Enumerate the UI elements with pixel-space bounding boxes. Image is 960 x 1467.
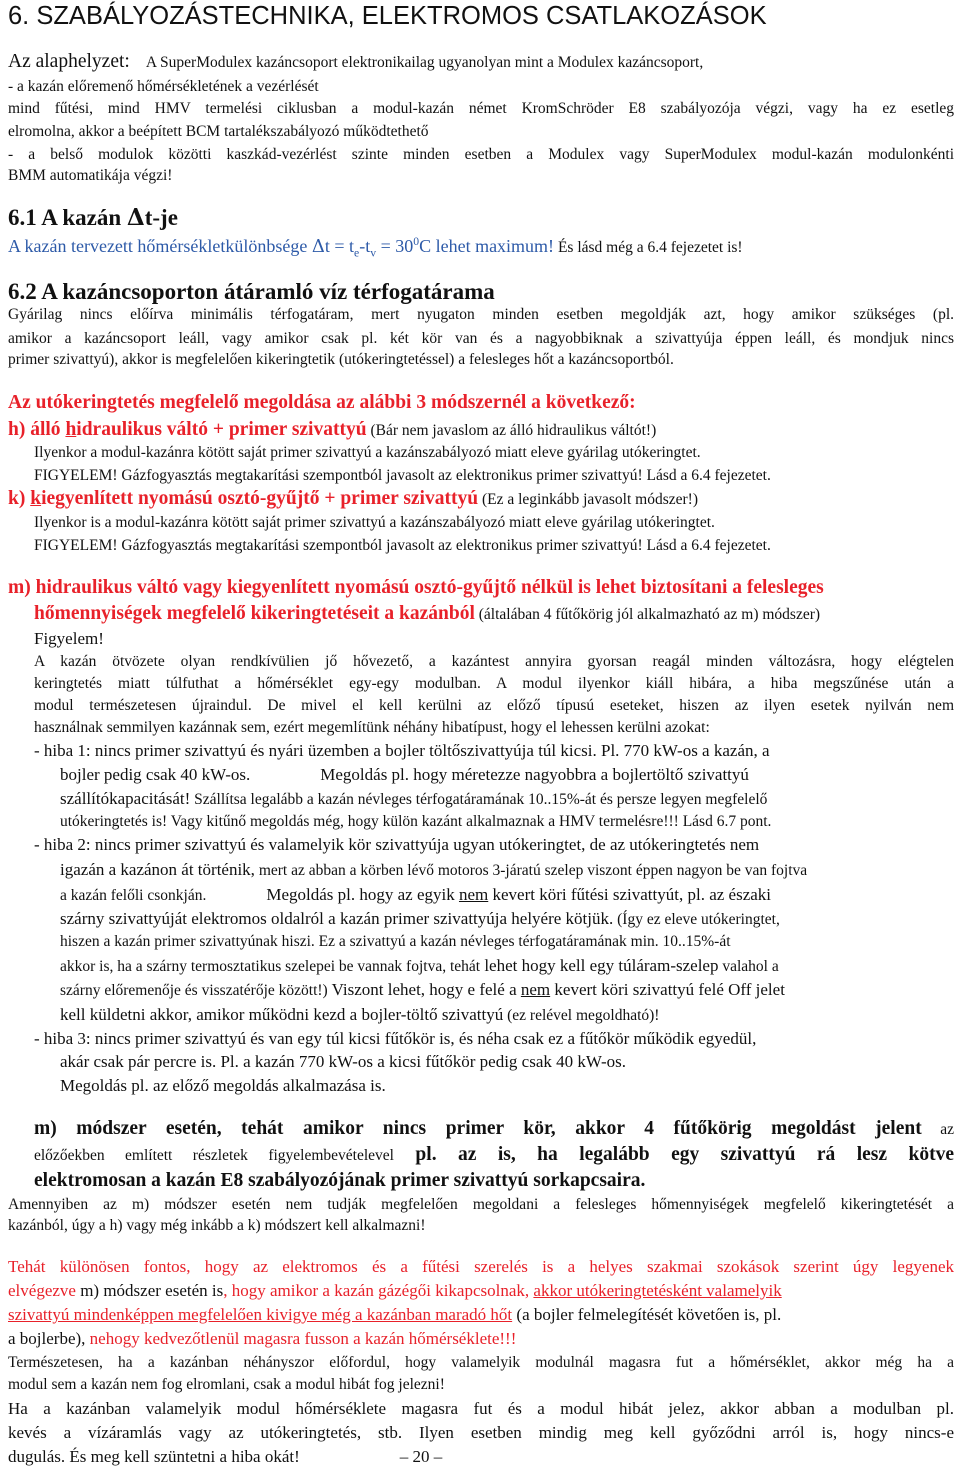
m-summary-line-3: elektromosan a kazán E8 szabályozójának primer szivattyú sorkapcsaira.	[34, 1170, 646, 1191]
hiba3-line-1: - hiba 3: nincs primer szivattyú és van egy túl kicsi fűtőkör is, és néha csak ez a fűtőkör működik egyedül,	[34, 1029, 757, 1048]
hiba1-line-3: szállítókapacitását! Szállítsa legalább a kazán névleges térfogatáramának 10..15%-át és persze legyen megfelelő	[60, 789, 768, 808]
method-k-line-2: FIGYELEM! Gázfogyasztás megtakarítási szempontból javasolt az elektronikus primer szivattyú! Lásd a 6.4 fejezetet.	[34, 537, 771, 554]
hiba2-line-7: szárny előremenője és visszatérője között!) Viszont lehet, hogy e felé a nem kevert köri szivattyú felé Off jelet	[60, 980, 785, 999]
m-body-line-2: keringtetés miatt túlfuthat a hőmérséklet egy-egy modulban. A modul ilyenkor kiáll hibára, a hiba megszűnése után a	[34, 675, 954, 692]
hiba2-line-1: - hiba 2: nincs primer szivattyú és valamelyik kör szivattyúja ugyan utókeringtet, de az utókeringtetés nem	[34, 835, 760, 854]
hiba2-line-3: a kazán felőli csonkján. Megoldás pl. hogy az egyik nem kevert köri fűtési szivattyút, pl. az északi	[60, 885, 772, 904]
method-h-line-1: Ilyenkor a modul-kazánra kötött saját primer szivattyú a kazánszabályozó miatt eleve gyárilag utókeringtet.	[34, 444, 701, 461]
final-line-1: Tehát különösen fontos, hogy az elektromos és a fűtési szerelés is a helyes szakmai szokások szerint úgy legyenek	[8, 1257, 954, 1276]
m-summary-line-1: m) módszer esetén, tehát amikor nincs primer kör, akkor 4 fűtőkörig megoldást jelent az	[34, 1118, 954, 1139]
section-6-1-heading: 6.1 A kazán Δt-je	[8, 204, 178, 231]
m-summary-line-2: előzőekben említett részletek figyelembevételevel pl. az is, ha legalább egy szivattyú rá lesz kötve	[34, 1144, 954, 1165]
method-h-title: h) álló hidraulikus váltó + primer szivattyú (Bár nem javaslom az álló hidraulikus váltót!)	[8, 419, 657, 440]
final-line-5: Természetesen, ha a kazánban néhányszor előfordul, hogy valamelyik modulnál magasra fut a hőmérséklet, akkor még ha a	[8, 1354, 954, 1371]
m-summary-line-5: kazánból, úgy a h) vagy még inkább a k) módszert kell alkalmazni!	[8, 1217, 426, 1234]
chapter-heading: 6. SZABÁLYOZÁSTECHNIKA, ELEKTROMOS CSATLAKOZÁSOK	[8, 2, 767, 30]
hiba3-line-2: akár csak pár percre is. Pl. a kazán 770 kW-os a kicsi fűtőkör pedig csak 40 kW-os.	[60, 1052, 627, 1071]
intro-line-5: - a belső modulok közötti kaszkád-vezérlést szinte minden esetben a Modulex vagy SuperModulex modul-kazán modulonkénti	[8, 146, 954, 163]
final-line-6: modul sem a kazán nem fog elromlani, csak a modul hibát fog jelezni!	[8, 1376, 445, 1393]
intro-line-3: mind fűtési, mind HMV termelési ciklusban a modul-kazán német KromSchröder E8 szabályozója végzi, vagy ha ez esetleg	[8, 100, 954, 117]
final-line-4: a bojlerbe), nehogy kedvezőtlenül magasra fusson a kazán hőmérséklete!!!	[8, 1329, 517, 1348]
m-body-line-4: használnak semmilyen kazánnak sem, ezért megemlítünk néhány hibatípust, hogy el lehessen kerülni azokat:	[34, 719, 710, 736]
hiba1-line-1: - hiba 1: nincs primer szivattyú és nyári üzemben a bojler töltőszivattyúja túl kicsi. Pl. 770 kW-os a kazán, a	[34, 741, 770, 760]
intro-line-6: BMM automatikája végzi!	[8, 167, 173, 184]
hiba2-line-8: kell küldetni akkor, amikor működni kezd a bojler-töltő szivattyú (ez relével megoldható)!	[60, 1005, 660, 1024]
m-summary-line-4: Amennyiben az m) módszer esetén nem tudják megfelelően megoldani a felesleges hőmennyiségek megfelelő kikeringtetését a	[8, 1196, 954, 1213]
section-6-2-heading: 6.2 A kazáncsoporton átáramló víz térfogatárama	[8, 279, 495, 304]
method-m-figyelem: Figyelem!	[34, 629, 104, 648]
method-k-title: k) kiegyenlített nyomású osztó-gyűjtő + primer szivattyú (Ez a leginkább javasolt módszer!)	[8, 488, 698, 509]
methods-intro: Az utókeringtetés megfelelő megoldása az alábbi 3 módszernél a következő:	[8, 392, 636, 413]
hiba2-line-2: igazán a kazánon át történik, mert az abban a körben lévő motoros 3-járatú szelep viszont éppen nagyon be van fojtva	[60, 860, 808, 879]
method-m-line-2: hőmennyiségek megfelelő kikeringtetéseit a kazánból (általában 4 fűtőkörig jól alkalmazható az m) módszer)	[34, 603, 821, 624]
method-m-line-1: m) hidraulikus váltó vagy kiegyenlített nyomású osztó-gyűjtő nélkül is lehet biztosítani a felesleges	[8, 577, 824, 598]
final-line-8: kevés a vízáramlás vagy az utókeringtetés, stb. Ilyen esetben mindig meg kell győződni arról is, hogy nincs-e	[8, 1423, 954, 1442]
m-body-line-3: modul természetesen újraindul. De mivel el kell kerülni az előző típusú eseteket, hiszen az ilyen esetek nyilván nem	[34, 697, 954, 714]
page-number: – 20 –	[399, 1447, 443, 1466]
hiba2-line-6: akkor is, ha a szárny termosztatikus szelepei be vannak fojtva, tehát lehet hogy kell egy túláram-szelep valahol a	[60, 956, 779, 975]
intro-line-2: - a kazán előremenő hőmérsékletének a vezérlését	[8, 78, 319, 95]
method-k-line-1: Ilyenkor is a modul-kazánra kötött saját primer szivattyú a kazánszabályozó miatt eleve gyárilag utókeringtet.	[34, 514, 715, 531]
hiba3-line-3: Megoldás pl. az előző megoldás alkalmazása is.	[60, 1076, 386, 1095]
hiba1-line-4: utókeringtetés is! Vagy kitűnő megoldás még, hogy külön kazánt alkalmaznak a HMV termelésre!!! Lásd 6.7 pont.	[60, 813, 772, 830]
hiba2-line-4: szárny szivattyúját elektromos oldalról a kazán primer szivattyúja helyére kötjük. (Így ez eleve utókeringtet,	[60, 909, 780, 928]
final-line-2: elvégezve m) módszer esetén is, hogy amikor a kazán gázégői kikapcsolnak, akkor utókeringtetésként valamelyik	[8, 1281, 782, 1300]
final-line-9: dugulás. És meg kell szüntetni a hiba okát! – 20 –	[8, 1447, 443, 1466]
final-line-7: Ha a kazánban valamelyik modul hőmérséklete magasra fut és a modul hibát jelez, akkor abban a modulban pl.	[8, 1399, 954, 1418]
final-line-3: szivattyú mindenképpen megfelelően kivigye még a kazánban maradó hőt (a bojler felmelegítését követően is, pl.	[8, 1305, 782, 1324]
method-h-line-2: FIGYELEM! Gázfogyasztás megtakarítási szempontból javasolt az elektronikus primer szivattyú! Lásd a 6.4 fejezetet.	[34, 467, 771, 484]
s62-line-2: amikor a kazáncsoport leáll, vagy amikor csak pl. két kör van és a nagyobbiknak a szivattyúja éppen leáll, és mondjuk nincs	[8, 330, 954, 347]
intro-label: Az alaphelyzet:	[8, 51, 130, 72]
intro-line-4: elromolna, akkor a beépített BCM tartalékszabályozó működtethető	[8, 123, 429, 140]
hiba1-line-2: bojler pedig csak 40 kW-os. Megoldás pl. hogy méretezze nagyobbra a bojlertöltő szivattyú	[60, 765, 749, 784]
delta-t-line: A kazán tervezett hőmérsékletkülönbsége $\Delta t = t_e-t_v = 30^0C$ lehet maximum! És lásd még a 6.4 fejezetet is!	[8, 235, 743, 260]
s62-line-1: Gyárilag nincs előírva minimális térfogatáram, mert nyugaton minden esetben megoldják azt, hogy amikor szükséges (pl.	[8, 306, 954, 323]
m-body-line-1: A kazán ötvözete olyan rendkívülien jő hővezető, a kazántest annyira gyorsan reagál minden változásra, hogy elégtelen	[34, 653, 954, 670]
s62-line-3: primer szivattyú), akkor is megfelelően kikeringtetik (utókeringtetéssel) a felesleges hőt a kazáncsoportból.	[8, 351, 674, 368]
hiba2-line-5: hiszen a kazán primer szivattyúnak hiszi. Ez a szivattyú a kazán névleges térfogatáramának min. 10..15%-át	[60, 933, 731, 950]
intro-line-1: Az alaphelyzet: A SuperModulex kazáncsoport elektronikailag ugyanolyan mint a Modulex kazáncsoport,	[8, 51, 704, 72]
